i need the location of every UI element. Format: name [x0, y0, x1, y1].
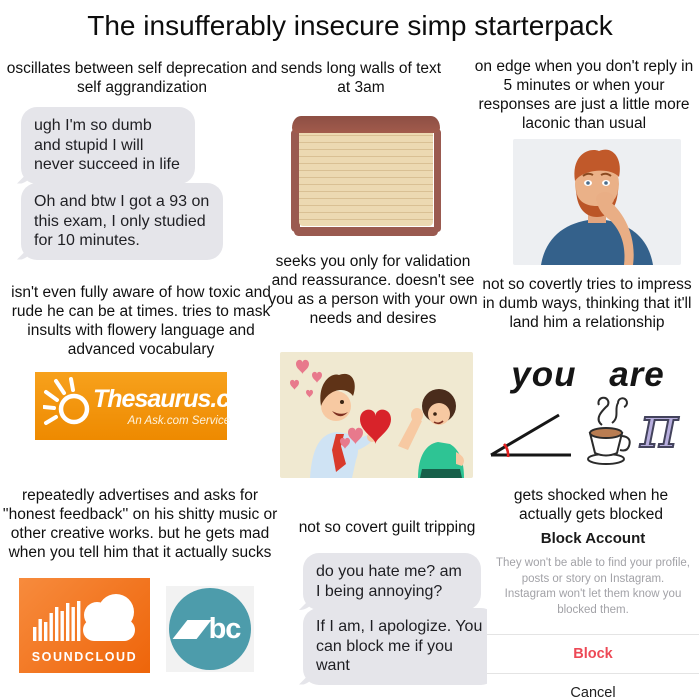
chat-bubble: ugh I'm so dumb and stupid I will never succeed in life — [21, 107, 195, 184]
block-dialog-title: Block Account — [540, 530, 646, 547]
book-spine — [434, 129, 441, 232]
sun-rays-icon — [43, 377, 93, 436]
page-title: The insufferably insecure simp starterpack — [87, 10, 613, 41]
thesaurus-logo — [35, 372, 265, 440]
handwriting-you-are: you are — [511, 355, 665, 394]
thesaurus-wordmark: Thesaurus.com — [93, 385, 265, 413]
caption-validation: seeks you only for validation and reassurance. doesn't see you as a person with your own needs and desires — [268, 253, 478, 327]
caption-blocked: gets shocked when he actually gets blocked — [513, 487, 669, 523]
book-illustration — [288, 116, 444, 236]
bandcamp-parallelogram-icon — [172, 620, 211, 639]
chat-bubble: If I am, I apologize. You can block me if you want — [303, 608, 497, 685]
cloud-icon — [33, 589, 137, 646]
caption-guilt-tripping: not so covert guilt tripping — [298, 519, 476, 536]
book-cover-top — [292, 116, 440, 133]
caption-walls-of-text: sends long walls of text at 3am — [280, 60, 442, 96]
caption-impress: not so covertly tries to impress in dumb ways, thinking that it'll land him a relationship — [482, 276, 692, 331]
bandcamp-circle — [169, 588, 251, 670]
bandcamp-logo — [166, 586, 254, 672]
block-button[interactable]: Block — [573, 646, 613, 663]
block-dialog — [487, 526, 699, 700]
chat-bubble: do you hate me? am I being annoying? — [303, 553, 481, 610]
block-dialog-body: They won't be able to find your profile, posts or story on Instagram. Instagram won't let them know you blocked them. — [496, 557, 690, 616]
book-pages — [299, 129, 433, 226]
caption-self-deprecation: oscillates between self deprecation and self aggrandization — [6, 60, 278, 96]
tea-cup-icon — [578, 395, 636, 472]
caption-feedback: repeatedly advertises and asks for ''honest feedback'' on his shitty music or other creative works. but he gets mad when you tell him that it actually sucks — [2, 487, 278, 561]
bandcamp-wordmark: bc — [208, 612, 241, 645]
anxious-man-photo — [513, 139, 681, 270]
soundcloud-wordmark: SOUNDCLOUD — [31, 650, 138, 664]
cancel-button[interactable]: Cancel — [570, 685, 616, 700]
acute-angle-icon — [483, 402, 573, 469]
caption-thesaurus: isn't even fully aware of how toxic and rude he can be at times. tries to mask insults with flowery language and advanced vocabulary — [11, 284, 271, 358]
pi-icon: π — [640, 393, 679, 461]
chat-bubble: Oh and btw I got a 93 on this exam, I only studied for 10 minutes. — [21, 183, 223, 260]
caption-on-edge: on edge when you don't reply in 5 minutes or when your responses are just a little more laconic than usual — [474, 58, 694, 132]
thesaurus-logo-text — [93, 385, 265, 427]
cartoon-illustration — [280, 352, 473, 483]
thesaurus-tagline: An Ask.com Service — [127, 415, 231, 427]
book-cover-bottom — [294, 227, 438, 236]
soundcloud-logo — [19, 578, 150, 673]
